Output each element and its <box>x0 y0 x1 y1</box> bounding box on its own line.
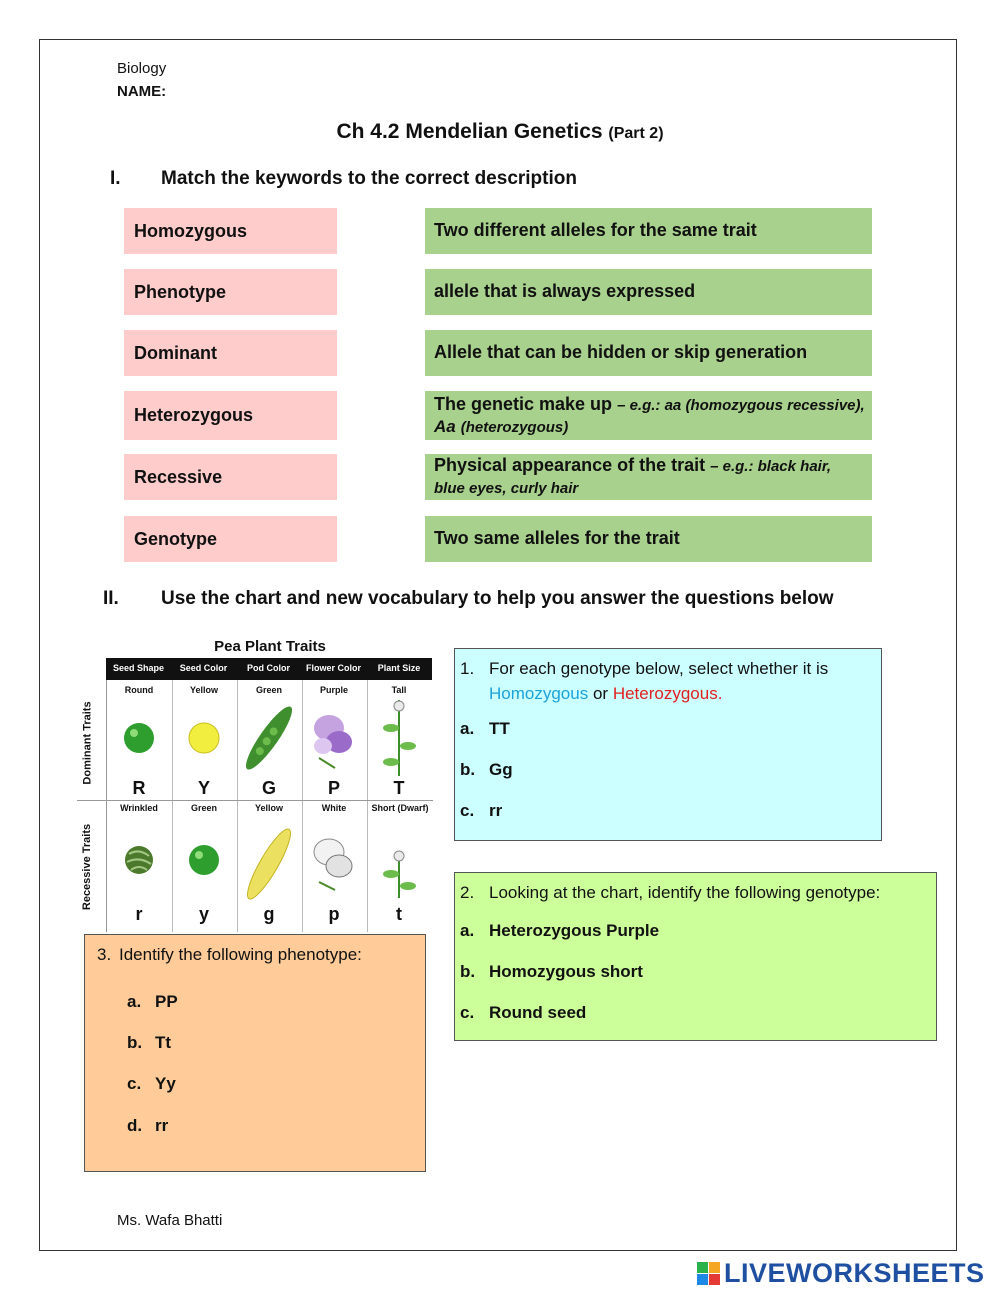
or-text: or <box>592 684 609 703</box>
keyword-card[interactable]: Homozygous <box>124 208 337 254</box>
description-card[interactable] <box>425 391 872 440</box>
purple-flower-icon <box>314 715 352 768</box>
dominant-trait-label: Green <box>255 685 282 695</box>
dominant-allele-letter: T <box>393 778 405 798</box>
question-2-box <box>454 872 937 1041</box>
genotype-item[interactable]: TT <box>489 719 510 738</box>
description-text: The genetic make up <box>434 393 613 414</box>
dominant-trait-label: Yellow <box>189 685 218 695</box>
column-header: Seed Shape <box>112 663 165 674</box>
description-example: – e.g.: black hair, <box>710 458 832 476</box>
recessive-traits-side-label: Recessive Traits <box>81 823 94 911</box>
genotype-item[interactable]: rr <box>155 1116 169 1135</box>
description-card[interactable] <box>425 330 872 376</box>
keyword-card[interactable]: Recessive <box>124 454 337 500</box>
pea-plant-traits-chart <box>76 634 434 932</box>
genotype-item[interactable]: rr <box>489 801 503 820</box>
description-card[interactable] <box>425 269 872 315</box>
phenotype-item[interactable]: Heterozygous Purple <box>489 921 660 940</box>
author-footer: Ms. Wafa Bhatti <box>117 1212 223 1229</box>
logo-tiles-icon <box>697 1262 720 1285</box>
recessive-allele-letter: p <box>328 904 340 924</box>
white-flower-icon <box>314 839 352 890</box>
dominant-allele-letter: R <box>132 778 146 798</box>
column-header: Plant Size <box>377 663 421 674</box>
dominant-allele-letter: P <box>327 778 340 798</box>
recessive-allele-letter: t <box>396 904 402 924</box>
round-seed-icon <box>124 723 154 753</box>
description-example-genotype: Aa <box>434 416 456 436</box>
section-1-number: I. <box>110 168 121 189</box>
green-seed-icon <box>189 845 219 875</box>
subject-label: Biology <box>117 60 167 77</box>
question-2-number: 2. <box>460 883 475 902</box>
genotype-item[interactable]: Yy <box>155 1074 176 1093</box>
row-divider <box>77 800 433 801</box>
chart-header-row <box>106 658 432 680</box>
column-header: Seed Color <box>179 663 228 674</box>
column-header: Flower Color <box>305 663 361 674</box>
name-label: NAME: <box>117 83 167 100</box>
column-header: Pod Color <box>247 663 290 674</box>
phenotype-item[interactable]: Homozygous short <box>489 962 643 981</box>
genotype-item[interactable]: PP <box>155 992 178 1011</box>
liveworksheets-logo <box>697 1258 985 1289</box>
item-label: a. <box>460 719 475 738</box>
description-example: – e.g.: aa (homozygous recessive), <box>617 396 865 414</box>
heterozygous-option: Heterozygous. <box>612 684 723 703</box>
dominant-trait-label: Purple <box>319 685 348 695</box>
genotype-item[interactable]: Tt <box>155 1033 172 1052</box>
item-label: c. <box>127 1074 142 1093</box>
description-text: allele that is always expressed <box>434 281 696 302</box>
homozygous-option: Homozygous <box>489 684 589 703</box>
recessive-trait-label: Wrinkled <box>120 803 158 813</box>
phenotype-item[interactable]: Round seed <box>489 1003 587 1022</box>
recessive-allele-letter: y <box>198 904 209 924</box>
question-1-text <box>489 656 874 706</box>
description-example-2: blue eyes, curly hair <box>434 480 579 497</box>
question-2-text: Looking at the chart, identify the following genotype: <box>489 883 881 902</box>
brand-text: LIVEWORKSHEETS <box>724 1258 985 1288</box>
question-3-number: 3. <box>97 945 112 964</box>
question-1-number: 1. <box>460 659 475 678</box>
dominant-trait-label: Tall <box>391 685 407 695</box>
title-text: Ch 4.2 Mendelian Genetics <box>336 120 603 143</box>
green-pod-icon <box>240 702 298 775</box>
genotype-item[interactable]: Gg <box>489 760 513 779</box>
dominant-trait-label: Round <box>124 685 154 695</box>
section-1-text: Match the keywords to the correct description <box>161 168 577 189</box>
chart-grid <box>106 680 433 932</box>
description-text: Allele that can be hidden or skip generation <box>434 342 808 363</box>
recessive-trait-images <box>107 824 433 904</box>
description-text: Two different alleles for the same trait <box>434 220 757 241</box>
recessive-allele-letter: r <box>135 904 143 924</box>
item-label: c. <box>460 1003 475 1022</box>
chart-title: Pea Plant Traits <box>214 638 326 655</box>
item-label: a. <box>460 921 475 940</box>
page-title <box>0 120 1000 144</box>
item-label: b. <box>127 1033 143 1052</box>
description-example-2: (heterozygous) <box>460 418 569 436</box>
dominant-allele-letter: Y <box>197 778 210 798</box>
tall-plant-icon <box>383 700 416 776</box>
recessive-trait-label: White <box>321 803 347 813</box>
item-label: a. <box>127 992 142 1011</box>
keyword-card[interactable]: Dominant <box>124 330 337 376</box>
description-card[interactable] <box>425 208 872 254</box>
recessive-allele-letter: g <box>263 904 275 924</box>
keyword-card[interactable]: Phenotype <box>124 269 337 315</box>
yellow-pod-icon <box>241 825 297 903</box>
item-label: b. <box>460 760 476 779</box>
description-text: Two same alleles for the trait <box>434 528 680 549</box>
section-2-number: II. <box>103 588 119 609</box>
item-label: d. <box>127 1116 143 1135</box>
item-label: c. <box>460 801 475 820</box>
recessive-trait-label: Short (Dwarf) <box>371 803 429 813</box>
short-plant-icon <box>383 851 416 898</box>
title-part: (Part 2) <box>608 125 664 142</box>
yellow-seed-icon <box>189 723 219 753</box>
question-1-box <box>454 648 882 841</box>
description-card[interactable] <box>425 516 872 562</box>
wrinkled-seed-icon <box>125 846 153 874</box>
description-card[interactable] <box>425 454 872 500</box>
description-text: Physical appearance of the trait <box>434 455 706 476</box>
dominant-traits-side-label: Dominant Traits <box>81 701 94 785</box>
question-3-box <box>84 934 426 1172</box>
item-label: b. <box>460 962 476 981</box>
section-2-text: Use the chart and new vocabulary to help you answer the questions below <box>161 588 834 609</box>
question-1-prompt: For each genotype below, select whether it is <box>489 659 829 678</box>
dominant-allele-letter: G <box>261 778 276 798</box>
dominant-trait-images <box>107 698 433 778</box>
recessive-trait-label: Green <box>190 803 217 813</box>
keyword-card[interactable]: Genotype <box>124 516 337 562</box>
keyword-card[interactable]: Heterozygous <box>124 391 337 440</box>
recessive-trait-label: Yellow <box>254 803 283 813</box>
question-3-text: Identify the following phenotype: <box>119 945 362 964</box>
